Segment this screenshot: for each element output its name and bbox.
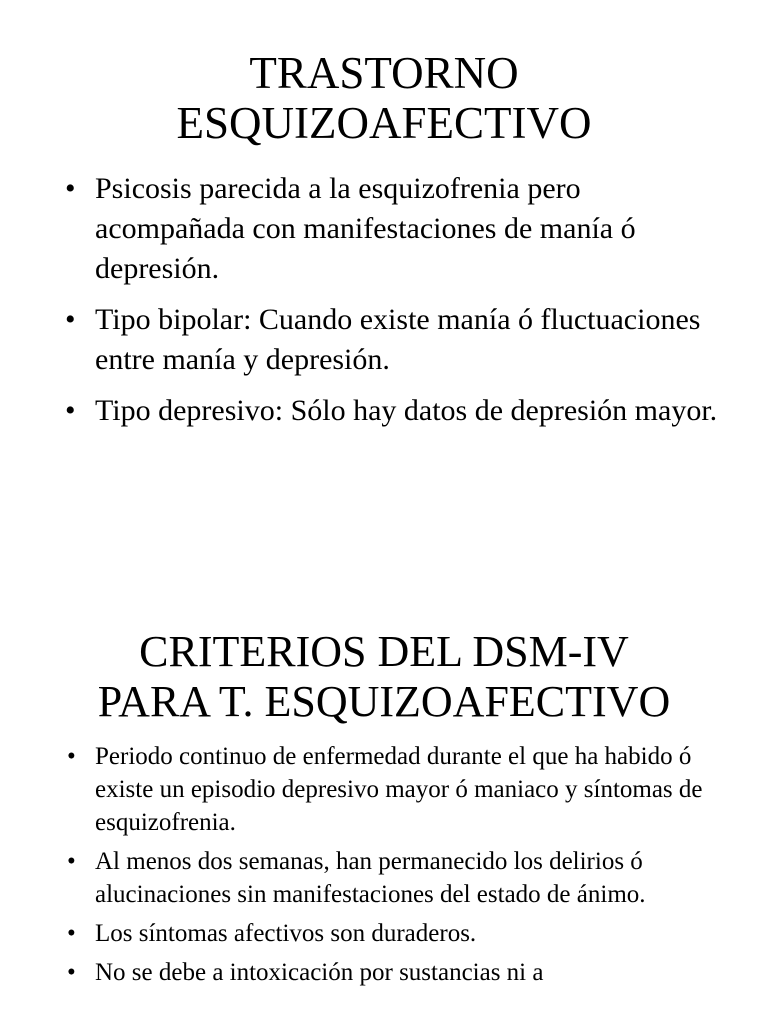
bullet-icon: • xyxy=(67,743,76,771)
bullet-text: Tipo depresivo: Sólo hay datos de depresión mayor. xyxy=(95,393,718,427)
bullet-text: Los síntomas afectivos son duraderos. xyxy=(95,920,477,948)
slide-title xyxy=(0,0,768,149)
list-item xyxy=(65,169,728,289)
bullet-icon: • xyxy=(65,393,76,427)
title-line: ESQUIZOAFECTIVO xyxy=(176,98,592,149)
title-line: PARA T. ESQUIZOAFECTIVO xyxy=(97,676,671,726)
list-item xyxy=(67,845,728,911)
list-item xyxy=(67,956,728,989)
bullet-text: Periodo continuo de enfermedad durante el que ha habido ó existe un episodio depresivo mayor ó maniaco y síntomas de esquizofrenia. xyxy=(95,743,703,837)
bullet-icon: • xyxy=(65,171,76,205)
slide-criterios-dsm-iv xyxy=(0,560,768,1024)
bullet-text: Psicosis parecida a la esquizofrenia pero acompañada con manifestaciones de manía ó depresión. xyxy=(95,171,636,285)
bullet-icon: • xyxy=(65,302,76,336)
bullet-text: Al menos dos semanas, han permanecido los delirios ó alucinaciones sin manifestaciones del estado de ánimo. xyxy=(95,848,646,909)
bullet-text: Tipo bipolar: Cuando existe manía ó fluctuaciones entre manía y depresión. xyxy=(95,302,701,376)
list-item xyxy=(67,740,728,839)
list-item xyxy=(65,300,728,380)
list-item xyxy=(67,917,728,950)
bullet-list xyxy=(67,740,728,989)
bullet-icon: • xyxy=(67,848,76,876)
list-item xyxy=(65,391,728,431)
bullet-text: No se debe a intoxicación por sustancias ni a xyxy=(95,959,544,987)
bullet-icon: • xyxy=(67,959,76,987)
slide-title xyxy=(0,560,768,726)
title-line: CRITERIOS DEL DSM-IV xyxy=(139,627,629,676)
bullet-icon: • xyxy=(67,920,76,948)
title-line: TRASTORNO xyxy=(249,48,519,98)
bullet-list xyxy=(65,169,728,431)
